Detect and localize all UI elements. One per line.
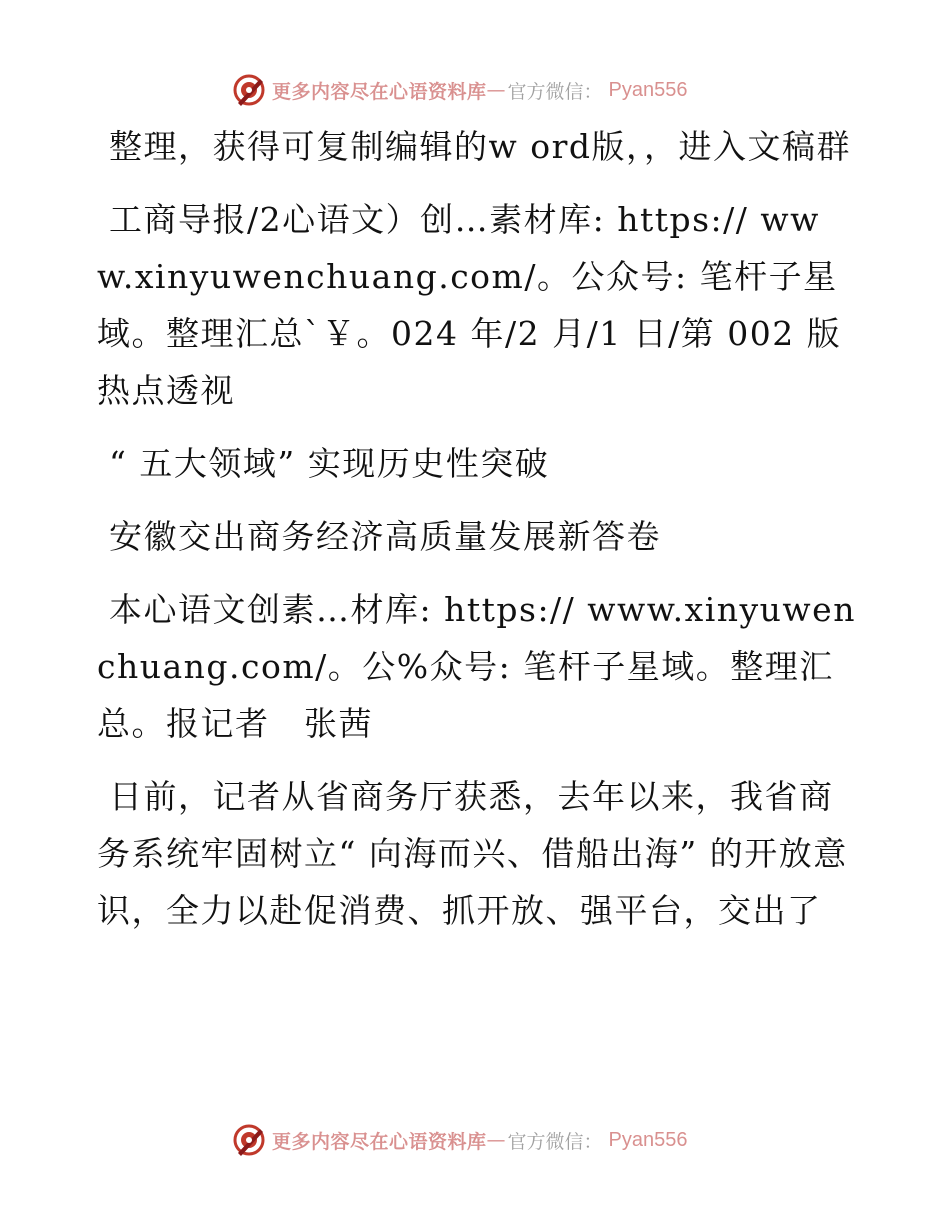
document-body [97,118,857,955]
paragraph-byline: 本心语文创素…材库: https:// www.xinyuwenchuang.com/。公%众号: 笔杆子星域。整理汇总。报记者 张茜 [97,590,856,743]
article-title: 安徽交出商务经济高质量发展新答卷 [109,517,661,556]
article-subtitle: “ 五大领域” 实现历史性突破 [109,444,550,483]
header-banner-text: 更多内容尽在心语资料库 [272,80,487,103]
footer-banner-text: 更多内容尽在心语资料库 [272,1130,487,1153]
pen-logo-icon [232,73,266,107]
header-banner-separator: — [486,79,506,101]
header-wechat-id: Pyan556 [608,78,688,101]
paragraph-body: 日前，记者从省商务厅获悉，去年以来，我省商务系统牢固树立“ 向海而兴、借船出海” 的开放意识，全力以赴促消费、抓开放、强平台，交出了 [97,777,848,930]
footer-banner [0,1120,950,1160]
footer-banner-content [232,1120,688,1160]
pen-logo-icon [232,1123,266,1157]
paragraph-source: 工商导报/2心语文）创…素材库: https:// www.xinyuwenchuang.com/。公众号: 笔杆子星域。整理汇总`￥。024 年/2 月/1 日/第 002 版 热点透视 [97,200,842,410]
footer-banner-separator: — [486,1129,506,1151]
paragraph-intro: 整理，获得可复制编辑的w ord版，，进入文稿群 [109,127,852,166]
header-banner-content [232,70,688,110]
header-banner [0,70,950,110]
header-wechat-label: 官方微信： [507,80,603,103]
footer-wechat-id: Pyan556 [608,1128,688,1151]
footer-wechat-label: 官方微信： [507,1130,603,1153]
